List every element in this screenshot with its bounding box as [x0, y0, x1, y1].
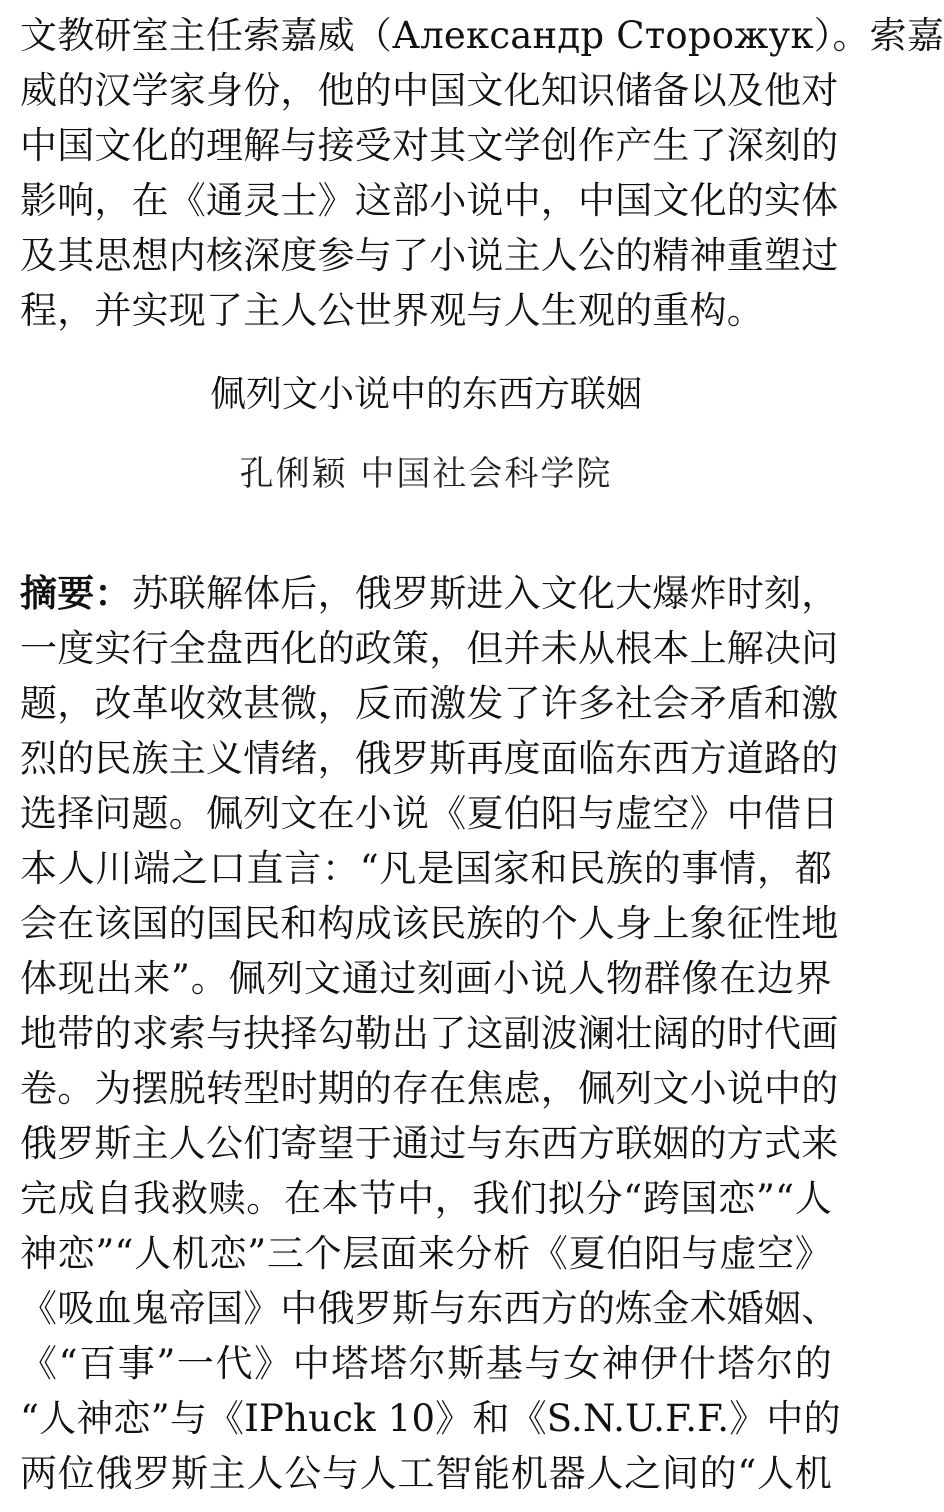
paragraph-line: 《吸血鬼帝国》中俄罗斯与东西方的炼金术婚姻、	[20, 1287, 839, 1330]
abstract-first-line	[20, 566, 839, 621]
paragraph-line: 俄罗斯主人公们寄望于通过与东西方联姻的方式来	[20, 1122, 839, 1165]
article-author: 孔俐颖 中国社会科学院	[239, 454, 613, 494]
intro-paragraph	[20, 8, 944, 338]
paragraph-line: 两位俄罗斯主人公与人工智能机器人之间的“人机	[20, 1452, 832, 1495]
paragraph-line: 威的汉学家身份，他的中国文化知识储备以及他对	[20, 69, 839, 112]
paragraph-line: 《“百事”一代》中塔塔尔斯基与女神伊什塔尔的	[20, 1342, 832, 1385]
paragraph-line: 及其思想内核深度参与了小说主人公的精神重塑过	[20, 234, 839, 277]
article-title: 佩列文小说中的东西方联姻	[209, 374, 642, 415]
paragraph-line: “人神恋”与《IPhuck 10》和《S.N.U.F.F.》中的	[20, 1397, 841, 1440]
paragraph-line: 题，改革收效甚微，反而激发了许多社会矛盾和激	[20, 682, 839, 725]
paragraph-line: 完成自我救赎。在本节中，我们拟分“跨国恋”“人	[20, 1177, 832, 1220]
paragraph-line: 影响，在《通灵士》这部小说中，中国文化的实体	[20, 179, 839, 222]
paragraph-line: 神恋”“人机恋”三个层面来分析《夏伯阳与虚空》	[20, 1232, 832, 1275]
paragraph-line: 选择问题。佩列文在小说《夏伯阳与虚空》中借日	[20, 792, 839, 835]
paragraph-line: 卷。为摆脱转型时期的存在焦虑，佩列文小说中的	[20, 1067, 839, 1110]
abstract-first-line-text: 苏联解体后，俄罗斯进入文化大爆炸时刻，	[131, 572, 839, 615]
paragraph-line: 文教研室主任索嘉威（Александр Сторожук）。索嘉	[20, 14, 944, 57]
paragraph-line: 程，并实现了主人公世界观与人生观的重构。	[20, 289, 764, 332]
abstract-paragraph	[20, 566, 841, 1501]
paragraph-line: 地带的求索与抉择勾勒出了这副波澜壮阔的时代画	[20, 1012, 839, 1055]
paragraph-line: 中国文化的理解与接受对其文学创作产生了深刻的	[20, 124, 839, 167]
paragraph-line: 会在该国的国民和构成该民族的个人身上象征性地	[20, 902, 839, 945]
abstract-label: 摘要：	[20, 572, 132, 615]
paragraph-line: 一度实行全盘西化的政策，但并未从根本上解决问	[20, 627, 839, 670]
paragraph-line: 体现出来”。佩列文通过刻画小说人物群像在边界	[20, 957, 832, 1000]
paragraph-line: 本人川端之口直言：“凡是国家和民族的事情，都	[20, 847, 832, 890]
paragraph-line: 烈的民族主义情绪，俄罗斯再度面临东西方道路的	[20, 737, 839, 780]
